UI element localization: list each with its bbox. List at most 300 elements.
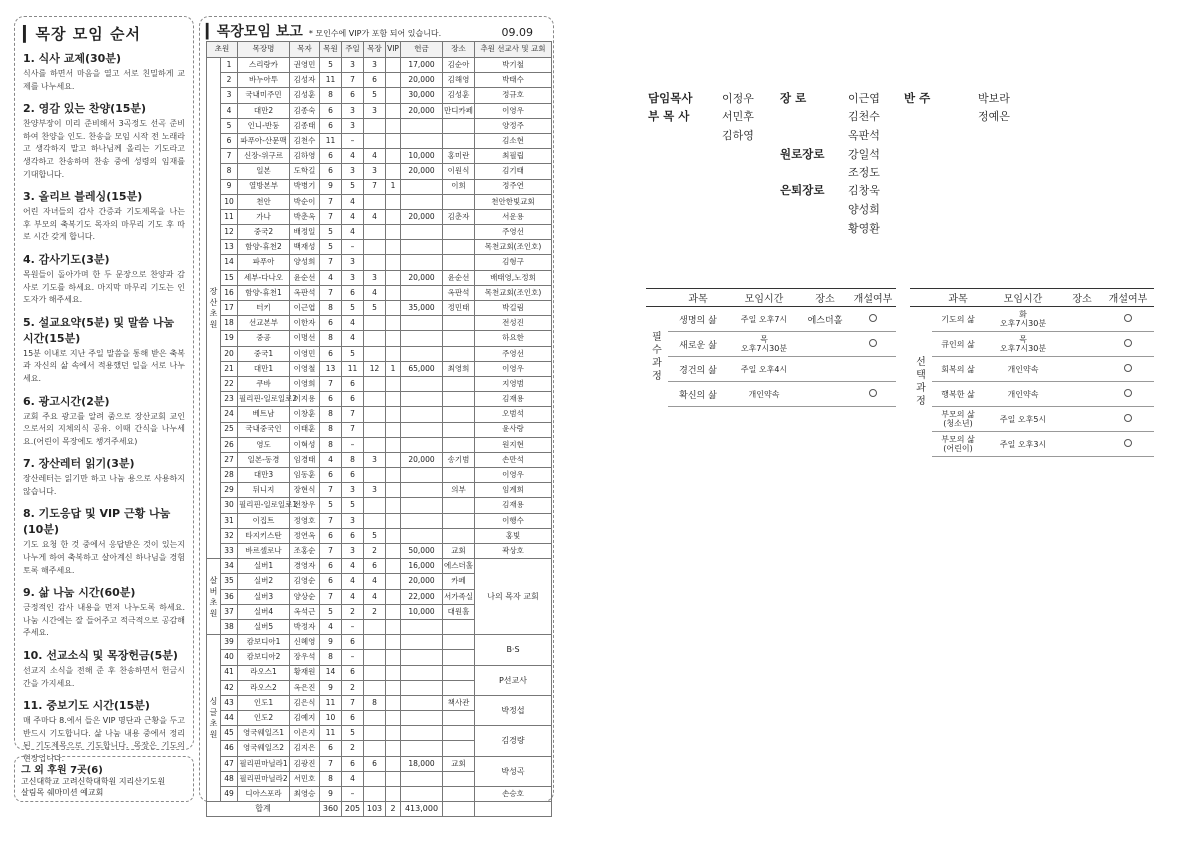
report-cell — [386, 604, 401, 619]
report-cell: 6 — [342, 468, 364, 483]
order-item-text: 목원들이 돌아가며 한 두 문장으로 찬양과 감사로 기도를 하세요. 마지막 마무리 기도는 인도자가 해주세요. — [23, 269, 185, 305]
order-item-title: 7. 장산레터 읽기(3분) — [23, 457, 135, 471]
table-row — [207, 209, 552, 224]
order-item-text: 장산레터는 읽기만 하고 나눔 용으로 사용하지 않습니다. — [23, 474, 185, 496]
course-place — [1062, 407, 1102, 432]
report-cell: 26 — [221, 437, 238, 452]
report-cell: 지영범 — [475, 376, 552, 391]
course-place — [1062, 332, 1102, 357]
report-cell: 실버2 — [238, 574, 290, 589]
report-header-cell: 추원 선교사 및 교회 — [475, 42, 552, 58]
course-name-text: 회복의 삶 — [941, 364, 975, 374]
report-cell — [443, 331, 475, 346]
report-cell: 8 — [320, 650, 342, 665]
report-cell: 전성진 — [475, 316, 552, 331]
report-cell: 카페 — [443, 574, 475, 589]
report-cell: 6 — [342, 756, 364, 771]
report-cell: 배정일 — [290, 225, 320, 240]
course-time-text-2: 오후7시30분 — [999, 344, 1047, 353]
report-cell — [443, 422, 475, 437]
table-row — [207, 58, 552, 73]
report-cell — [386, 209, 401, 224]
total-offering: 413,000 — [401, 802, 443, 817]
report-cell: 손승호 — [475, 787, 552, 802]
table-row — [207, 468, 552, 483]
report-cell: 천안 — [238, 194, 290, 209]
report-cell: 필리핀-일로일로2 — [238, 392, 290, 407]
report-cell: 목천교회(조인호) — [475, 285, 552, 300]
report-cell: 이근엽 — [290, 301, 320, 316]
order-item-title: 1. 식사 교제(30분) — [23, 52, 121, 65]
report-cell: 24 — [221, 407, 238, 422]
report-cell: 김성훈 — [443, 88, 475, 103]
elder-3: 옥판석 — [848, 129, 880, 142]
table-row — [207, 88, 552, 103]
order-item-title: 2. 영감 있는 찬양(15분) — [23, 102, 147, 116]
report-panel — [199, 16, 554, 813]
report-cell — [443, 498, 475, 513]
support-title: 그 외 후원 7곳(6) — [21, 765, 103, 776]
report-cell — [364, 635, 386, 650]
report-cell: 최필립 — [475, 149, 552, 164]
report-cell — [401, 483, 443, 498]
report-cell: 5 — [320, 225, 342, 240]
report-cell: 라오스1 — [238, 665, 290, 680]
report-cell — [401, 225, 443, 240]
report-church-merged: P선교사 — [475, 665, 552, 695]
report-cell — [364, 680, 386, 695]
report-cell — [401, 771, 443, 786]
course-name-text-2: (어린이) — [943, 444, 973, 453]
report-cell — [386, 301, 401, 316]
report-cell: 20,000 — [401, 103, 443, 118]
report-cell: 박길림 — [475, 301, 552, 316]
order-item-title: 9. 삶 나눔 시간(60분) — [23, 586, 136, 600]
table-row — [207, 528, 552, 543]
report-cell: 4 — [342, 225, 364, 240]
course-time — [984, 407, 1062, 432]
report-cell: 30,000 — [401, 88, 443, 103]
emeritus-elder-1: 강일석 — [848, 148, 880, 161]
report-cell — [364, 711, 386, 726]
report-church-merged: 박정섭 — [475, 695, 552, 725]
course-time-text: 목 — [760, 335, 768, 344]
course-name — [932, 332, 984, 357]
table-row — [207, 225, 552, 240]
report-cell: 3 — [342, 483, 364, 498]
total-members: 360 — [320, 802, 342, 817]
report-cell: 6 — [320, 468, 342, 483]
report-cell — [364, 422, 386, 437]
support-line-2: 살림목 쉐마미션 예교회 — [21, 788, 104, 797]
report-cell: 양성희 — [290, 255, 320, 270]
report-cell: 3 — [364, 103, 386, 118]
report-cell — [386, 559, 401, 574]
report-cell — [364, 346, 386, 361]
report-cell — [386, 149, 401, 164]
course-time-text: 개인약속 — [1007, 364, 1039, 374]
course-header-blank — [646, 289, 668, 307]
report-cell — [401, 407, 443, 422]
report-cell: 3 — [342, 255, 364, 270]
report-cell: 44 — [221, 711, 238, 726]
report-cell: 22 — [221, 376, 238, 391]
course-time-text: 개인약속 — [1007, 389, 1039, 399]
report-cell — [443, 711, 475, 726]
report-cell: 9 — [320, 635, 342, 650]
report-cell: 37 — [221, 604, 238, 619]
course-place — [1062, 432, 1102, 457]
report-cell: 7 — [320, 589, 342, 604]
report-cell: 34 — [221, 559, 238, 574]
report-cell — [386, 407, 401, 422]
report-cell — [364, 194, 386, 209]
report-cell: 4 — [342, 589, 364, 604]
course-open — [1102, 382, 1154, 407]
table-row — [207, 392, 552, 407]
report-cell: 3 — [364, 483, 386, 498]
report-cell: 열방본부 — [238, 179, 290, 194]
report-cell: 임동훈 — [290, 468, 320, 483]
report-cell: 대원홀 — [443, 604, 475, 619]
report-cell: 김소현 — [475, 133, 552, 148]
report-cell: 19 — [221, 331, 238, 346]
course-name — [932, 357, 984, 382]
order-item-text: 선교지 소식을 전해 준 후 찬송하면서 헌금시간을 가지세요. — [23, 666, 185, 688]
report-cell — [386, 240, 401, 255]
report-cell — [364, 468, 386, 483]
report-cell: 도학길 — [290, 164, 320, 179]
open-circle-icon — [869, 314, 877, 322]
report-cell: 교회 — [443, 544, 475, 559]
course-time — [728, 307, 800, 332]
order-item-title: 10. 선교소식 및 목장헌금(5분) — [23, 649, 178, 663]
report-cell: 40 — [221, 650, 238, 665]
order-title: ▎ 목장 모임 순서 — [23, 23, 185, 44]
elder-label: 장 로 — [780, 91, 807, 105]
report-cell — [443, 437, 475, 452]
order-item — [23, 188, 185, 244]
report-cell: 김종태 — [290, 118, 320, 133]
report-cell: 20,000 — [401, 270, 443, 285]
report-header-cell: 목원 — [320, 42, 342, 58]
course-place — [800, 357, 850, 382]
total-vip: 2 — [386, 802, 401, 817]
report-cell: 17,000 — [401, 58, 443, 73]
report-cell — [386, 225, 401, 240]
report-cell — [364, 407, 386, 422]
report-cell: 필리핀-일로일로1 — [238, 498, 290, 513]
course-time-text: 개인약속 — [748, 389, 780, 399]
report-cell: 16 — [221, 285, 238, 300]
report-cell — [443, 771, 475, 786]
order-item — [23, 505, 185, 577]
report-cell: 인니-반둥 — [238, 118, 290, 133]
report-cell: 캄보디아1 — [238, 635, 290, 650]
course-time — [984, 307, 1062, 332]
report-cell: 5 — [364, 528, 386, 543]
report-cell: 29 — [221, 483, 238, 498]
course-time-text: 주일 오후4시 — [740, 364, 788, 374]
report-cell: 12 — [364, 361, 386, 376]
table-row — [207, 103, 552, 118]
course-place — [1062, 357, 1102, 382]
course-time-text: 주일 오후3시 — [999, 439, 1047, 449]
report-cell — [364, 726, 386, 741]
report-cell: 7 — [221, 149, 238, 164]
report-cell: 양정주 — [475, 118, 552, 133]
report-cell: 김영순 — [290, 574, 320, 589]
report-cell — [401, 118, 443, 133]
report-cell — [443, 346, 475, 361]
course-time-text: 주일 오후7시 — [740, 314, 788, 324]
report-cell: 5 — [364, 301, 386, 316]
report-cell: 2 — [342, 680, 364, 695]
report-cell: 7 — [342, 407, 364, 422]
report-cell: 에스더홀 — [443, 559, 475, 574]
report-cell: 39 — [221, 635, 238, 650]
report-cell — [386, 589, 401, 604]
report-cell: 36 — [221, 589, 238, 604]
course-header-subject: 과목 — [932, 289, 984, 307]
report-cell: 3 — [364, 270, 386, 285]
report-cell: 3 — [342, 544, 364, 559]
report-cell — [443, 407, 475, 422]
report-cell: 곽상호 — [475, 544, 552, 559]
meeting-order-panel — [14, 16, 194, 763]
report-cell: 6 — [320, 149, 342, 164]
table-row — [207, 544, 552, 559]
report-cell — [401, 665, 443, 680]
table-row — [207, 422, 552, 437]
report-cell: 20,000 — [401, 73, 443, 88]
report-note: * 모인수에 VIP가 포함 되어 있습니다. — [308, 29, 442, 38]
table-row — [207, 331, 552, 346]
course-header-time: 모임시간 — [728, 289, 800, 307]
report-cell: 김지은 — [290, 741, 320, 756]
report-cell: 필리핀마닐라2 — [238, 771, 290, 786]
report-cell — [386, 513, 401, 528]
report-cell: 6 — [342, 392, 364, 407]
report-cell: 홍미란 — [443, 149, 475, 164]
open-circle-icon — [1124, 439, 1132, 447]
report-cell: 6 — [342, 635, 364, 650]
order-item-text: 식사를 하면서 마음을 열고 서로 친밀하게 교제를 나누세요. — [23, 69, 185, 91]
report-cell: 6 — [342, 528, 364, 543]
report-cell: 3 — [221, 88, 238, 103]
report-cell: – — [342, 437, 364, 452]
retired-elder-1: 김창욱 — [848, 184, 880, 197]
table-row — [207, 346, 552, 361]
order-item-title: 8. 기도응답 및 VIP 근황 나눔(10분) — [23, 507, 171, 537]
order-item — [23, 50, 185, 93]
report-cell: 16,000 — [401, 559, 443, 574]
report-cell — [401, 468, 443, 483]
report-cell: 이창훈 — [290, 407, 320, 422]
report-cell: 7 — [320, 513, 342, 528]
report-cell: 7 — [364, 179, 386, 194]
report-cell — [364, 650, 386, 665]
report-cell: 라오스2 — [238, 680, 290, 695]
report-cell: 18,000 — [401, 756, 443, 771]
report-cell — [386, 771, 401, 786]
group-label: 싱 글 초 원 — [207, 635, 221, 802]
report-cell: 바르셀로나 — [238, 544, 290, 559]
total-sunday: 205 — [342, 802, 364, 817]
report-cell: 김순아 — [443, 58, 475, 73]
report-cell: 최영승 — [290, 787, 320, 802]
report-cell: 김기태 — [475, 164, 552, 179]
report-cell: 서가족실 — [443, 589, 475, 604]
report-cell: 디아스포라 — [238, 787, 290, 802]
report-cell — [364, 771, 386, 786]
report-cell — [443, 118, 475, 133]
report-cell: 6 — [342, 285, 364, 300]
report-cell: 책사관 — [443, 695, 475, 710]
report-cell — [386, 498, 401, 513]
report-cell: 4 — [342, 149, 364, 164]
report-cell: 임계희 — [475, 483, 552, 498]
report-cell — [401, 133, 443, 148]
order-item-title: 5. 설교요약(5분) 및 말씀 나눔 시간(15분) — [23, 315, 175, 345]
course-row — [646, 332, 896, 357]
report-cell: 4 — [364, 209, 386, 224]
report-cell: 영국웨일즈1 — [238, 726, 290, 741]
report-cell — [364, 437, 386, 452]
report-title: ▎ 목장모임 보고 — [206, 21, 303, 41]
course-side-label: 선 택 과 정 — [916, 356, 926, 407]
report-cell: 13 — [320, 361, 342, 376]
report-header-cell: 목자 — [290, 42, 320, 58]
report-cell: 6 — [364, 756, 386, 771]
report-cell — [401, 240, 443, 255]
report-cell: 5 — [221, 118, 238, 133]
course-name-text: 큐인의 삶 — [941, 339, 975, 349]
report-cell: 베트남 — [238, 407, 290, 422]
course-place — [800, 382, 850, 407]
report-cell: 대만2 — [238, 103, 290, 118]
course-open — [850, 357, 896, 382]
report-cell: 장현식 — [290, 483, 320, 498]
course-place — [1062, 307, 1102, 332]
order-item-title: 3. 올리브 블레싱(15분) — [23, 190, 143, 204]
report-cell — [364, 619, 386, 634]
report-cell — [364, 133, 386, 148]
report-cell: 4 — [342, 316, 364, 331]
report-cell: 박순이 — [290, 194, 320, 209]
table-row — [207, 665, 552, 680]
report-cell: 김춘자 — [443, 209, 475, 224]
report-cell — [364, 787, 386, 802]
required-course-table — [646, 288, 896, 407]
course-header-blank — [910, 289, 932, 307]
report-cell — [401, 741, 443, 756]
report-cell: 김형구 — [475, 255, 552, 270]
report-cell: 6 — [342, 665, 364, 680]
report-cell — [401, 392, 443, 407]
report-cell: 옥판석 — [443, 285, 475, 300]
report-cell: 6 — [320, 574, 342, 589]
report-cell: 4 — [342, 559, 364, 574]
course-row — [646, 307, 896, 332]
report-cell: 김천수 — [290, 133, 320, 148]
course-header-place: 장소 — [800, 289, 850, 307]
course-row — [910, 382, 1154, 407]
report-cell — [364, 392, 386, 407]
report-cell: 박병기 — [290, 179, 320, 194]
report-cell: 경영자 — [290, 559, 320, 574]
report-cell: 6 — [320, 346, 342, 361]
report-cell: 6 — [320, 164, 342, 179]
report-cell — [386, 574, 401, 589]
report-cell: 김재용 — [475, 498, 552, 513]
report-cell: 정연옥 — [290, 528, 320, 543]
report-cell: 4 — [221, 103, 238, 118]
report-cell — [386, 376, 401, 391]
open-circle-icon — [869, 389, 877, 397]
course-name-text: 행복한 삶 — [941, 389, 975, 399]
report-cell — [443, 619, 475, 634]
order-item-title: 4. 감사기도(3분) — [23, 252, 110, 266]
report-cell — [443, 194, 475, 209]
table-row — [207, 513, 552, 528]
order-item-text: 어린 자녀들의 감사 간증과 기도제목을 나는 후 부모의 축복기도 목자의 마무리 기도 후 따로 시간 갖게 합니다. — [23, 207, 185, 242]
report-cell: 1 — [386, 361, 401, 376]
course-open — [850, 332, 896, 357]
report-cell: 3 — [364, 452, 386, 467]
report-cell — [364, 498, 386, 513]
report-header — [206, 21, 547, 41]
report-cell: 7 — [320, 483, 342, 498]
report-cell — [401, 194, 443, 209]
report-cell — [386, 787, 401, 802]
report-cell: 17 — [221, 301, 238, 316]
report-cell: 10 — [320, 711, 342, 726]
report-cell: 가나 — [238, 209, 290, 224]
report-cell: 18 — [221, 316, 238, 331]
report-cell: 7 — [342, 695, 364, 710]
order-item-text: 교회 주요 광고를 알려 줌으로 장산교회 교인으로서의 지체의식 공유. 이때 간식을 나누세요.(어린이 목장에도 챙겨주세요) — [23, 411, 185, 446]
report-cell: 6 — [221, 133, 238, 148]
report-cell — [401, 650, 443, 665]
report-cell: 6 — [364, 559, 386, 574]
report-cell: 2 — [364, 604, 386, 619]
table-row — [207, 452, 552, 467]
report-cell: 터키 — [238, 301, 290, 316]
group-label: 장 산 초 원 — [207, 58, 221, 559]
report-cell: 8 — [320, 407, 342, 422]
report-cell — [443, 665, 475, 680]
course-row — [910, 357, 1154, 382]
report-cell — [443, 680, 475, 695]
report-cell — [364, 240, 386, 255]
report-cell: 7 — [320, 209, 342, 224]
course-open — [850, 307, 896, 332]
report-church-merged: B·S — [475, 635, 552, 665]
report-cell: 바누아투 — [238, 73, 290, 88]
report-cell — [386, 726, 401, 741]
table-row — [207, 285, 552, 300]
course-time — [728, 382, 800, 407]
course-place — [1062, 382, 1102, 407]
report-cell: 2 — [342, 741, 364, 756]
report-cell: 김재용 — [475, 392, 552, 407]
course-time — [984, 432, 1062, 457]
table-row — [207, 756, 552, 771]
report-cell: 5 — [320, 240, 342, 255]
report-cell: 5 — [320, 58, 342, 73]
total-blank — [475, 802, 552, 817]
